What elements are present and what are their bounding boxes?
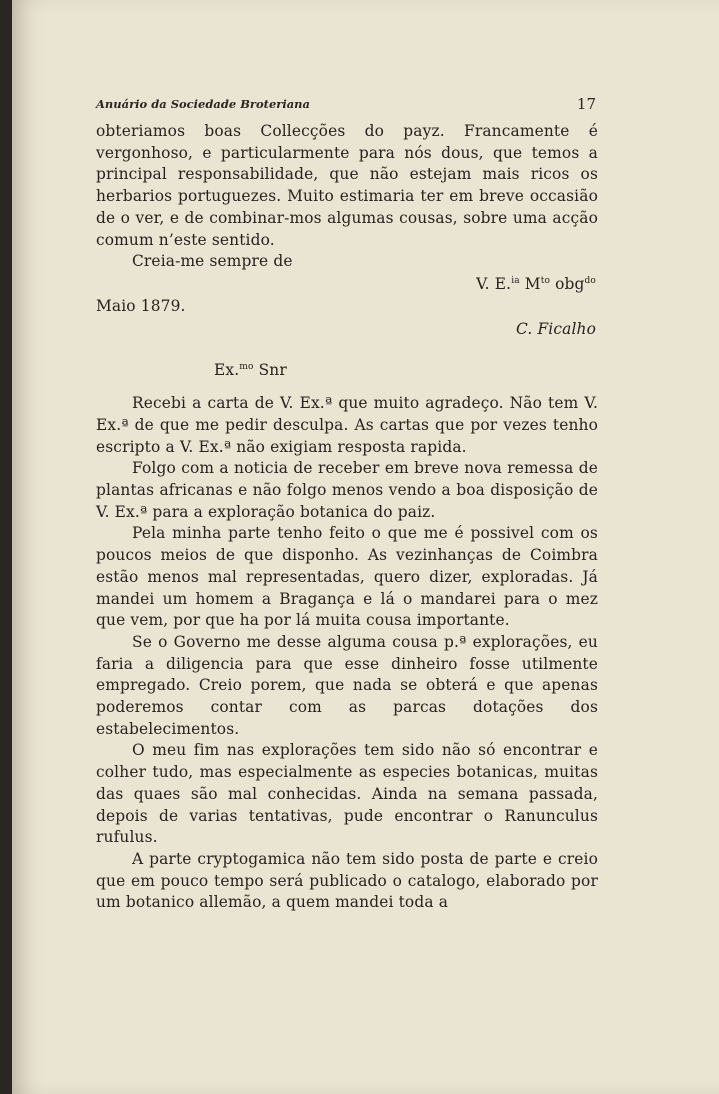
letter2-paragraph: Folgo com a noticia de receber em breve nova remessa de plantas africanas e não folgo menos vendo a boa disposição de V. Ex.ª para a exploração botanica do paiz. [96, 459, 598, 521]
letter2-paragraph: A parte cryptogamica não tem sido posta de parte e creio que em pouco tempo será publicado o catalogo, elaborado por um botanico allemão, a quem mandei toda a [96, 849, 598, 912]
letter-date: Maio 1879. [96, 297, 186, 316]
journal-title: Anuário da Sociedade Broteriana [96, 97, 310, 111]
salutation-part: Snr [253, 361, 287, 380]
courtesy-part: obg [550, 275, 585, 294]
letter2-paragraph: Se o Governo me desse alguma cousa p.ª explorações, eu faria a diligencia para que esse dinheiro fosse utilmente empregado. Creio porem, que nada se obterá e que apenas poderemos contar com as parcas dotações dos estabelecimentos. [96, 632, 598, 738]
book-page [12, 0, 719, 1094]
courtesy-sup: ia [511, 276, 520, 287]
signature: C. Ficalho [515, 320, 596, 339]
salutation-part: Ex. [214, 361, 240, 380]
courtesy-formula [476, 275, 596, 293]
page-number: 17 [576, 95, 596, 113]
letter2-paragraph: Pela minha parte tenho feito o que me é possivel com os poucos meios de que disponho. As vezinhanças de Coimbra estão menos mal representadas, quero dizer, exploradas. Já mandei um homem a Bragança e lá o mandarei para o mez que vem, por que ha por lá muita cousa importante. [96, 524, 598, 630]
letter2-paragraph: Recebi a carta de V. Ex.ª que muito agradeço. Não tem V. Ex.ª de que me pedir desculpa. As cartas que por vezes tenho escripto a V. Ex.ª não exigiam resposta rapida. [96, 394, 598, 456]
letter2-paragraph: O meu fim nas explorações tem sido não só encontrar e colher tudo, mas especialmente as especies botanicas, muitas das quaes são mal conhecidas. Ainda na semana passada, depois de varias tentativas, pude encontrar o Ranunculus rufulus. [96, 741, 598, 847]
salutation-sup: mo [239, 362, 254, 373]
closing-phrase: Creia-me sempre de [132, 252, 293, 271]
courtesy-part: V. E. [476, 275, 512, 294]
letter1-closing-block [96, 251, 598, 339]
page-body [96, 121, 598, 914]
courtesy-part: M [519, 275, 541, 294]
courtesy-sup: do [584, 276, 596, 287]
salutation [214, 359, 598, 381]
letter1-paragraph: obteriamos boas Collecções do payz. Francamente é vergonhoso, e particularmente para nós dous, que temos a principal responsabilidade, que não estejam mais ricos os herbarios portuguezes. Muito estimaria ter em breve occasião de o ver, e de combinar-mos algumas cousas, sobre uma acção comum n’este sentido. [96, 122, 598, 249]
courtesy-sup: to [540, 276, 551, 287]
